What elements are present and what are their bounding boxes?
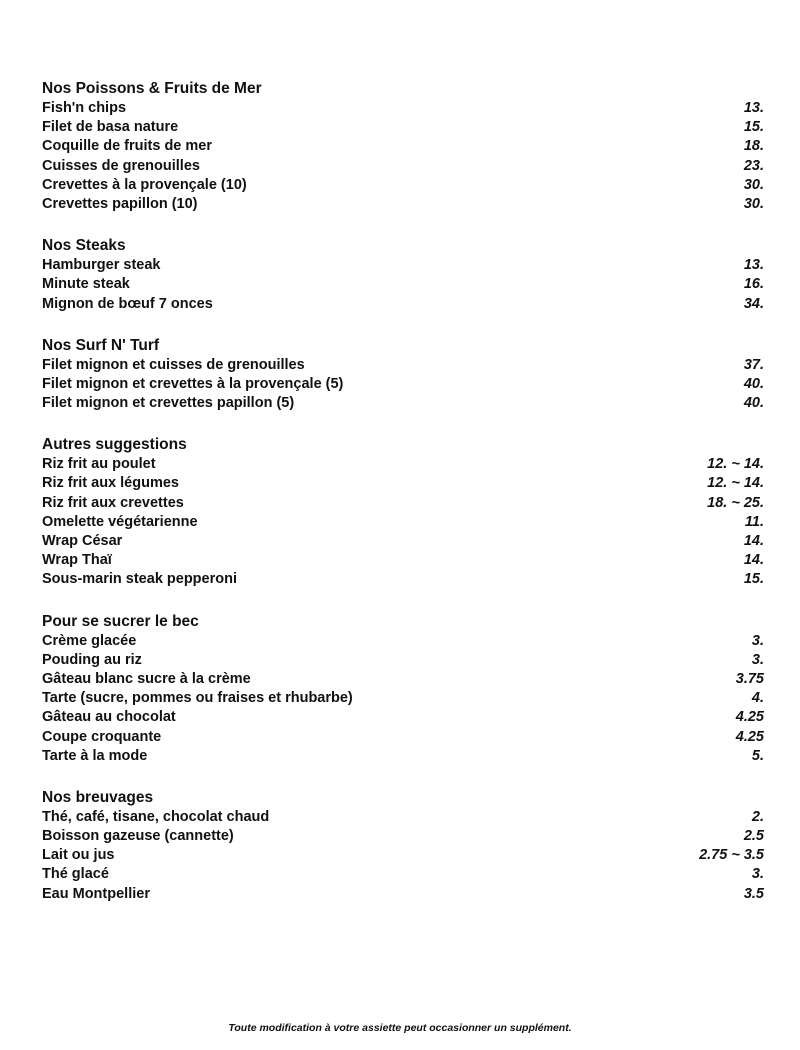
menu-item [42,551,764,570]
item-price: 2. [751,808,764,825]
item-price: 40. [743,375,764,392]
menu-item [42,494,764,513]
item-name: Mignon de bœuf 7 onces [42,295,213,312]
section-title: Nos Steaks [42,237,126,255]
item-name: Thé glacé [42,866,109,883]
item-price: 3. [751,651,764,668]
item-price: 18. ~ 25. [707,494,764,511]
item-price: 12. ~ 14. [707,475,764,492]
menu-item [42,455,764,474]
item-price: 3. [751,632,764,649]
item-price: 14. [743,552,764,569]
menu-item [42,195,764,214]
item-price: 15. [743,119,764,136]
item-name: Pouding au riz [42,651,142,668]
menu-item [42,157,764,176]
menu-item [42,570,764,589]
section-title: Pour se sucrer le bec [42,612,199,630]
menu-list [42,79,764,926]
menu-item [42,747,764,766]
item-name: Thé, café, tisane, chocolat chaud [42,808,270,825]
menu-section [42,435,764,589]
item-price: 2.75 ~ 3.5 [699,847,764,864]
item-price: 15. [743,571,764,588]
section-title: Nos breuvages [42,788,154,806]
menu-item [42,394,764,413]
item-name: Filet mignon et crevettes à la provençale (5) [42,375,344,392]
item-name: Sous-marin steak pepperoni [42,571,237,588]
item-name: Crème glacée [42,632,137,649]
item-name: Crevettes papillon (10) [42,195,198,212]
item-name: Tarte (sucre, pommes ou fraises et rhubarbe) [42,690,353,707]
item-name: Gâteau blanc sucre à la crème [42,670,251,687]
item-price: 30. [743,195,764,212]
item-name: Filet de basa nature [42,119,179,136]
menu-item [42,827,764,846]
item-name: Filet mignon et cuisses de grenouilles [42,356,305,373]
menu-section [42,612,764,766]
item-price: 3. [751,866,764,883]
item-name: Riz frit au poulet [42,456,156,473]
menu-item [42,846,764,865]
item-price: 4. [751,690,764,707]
menu-item [42,651,764,670]
item-price: 40. [743,395,764,412]
item-price: 16. [743,276,764,293]
item-price: 34. [743,295,764,312]
item-price: 30. [743,176,764,193]
item-name: Wrap Thaï [42,552,112,569]
item-name: Omelette végétarienne [42,513,198,530]
item-price: 5. [751,747,764,764]
item-name: Lait ou jus [42,847,115,864]
menu-section [42,336,764,414]
item-price: 2.5 [743,828,764,845]
section-title: Nos Surf N' Turf [42,336,160,354]
menu-item [42,356,764,375]
menu-item [42,808,764,827]
menu-item [42,137,764,156]
section-title: Nos Poissons & Fruits de Mer [42,80,262,97]
item-name: Crevettes à la provençale (10) [42,176,247,193]
section-title: Autres suggestions [42,436,187,454]
item-price: 3.75 [735,670,764,687]
menu-item [42,176,764,195]
item-price: 14. [743,533,764,549]
menu-section [42,79,764,214]
item-name: Fish'n chips [42,100,127,116]
menu-item [42,275,764,294]
menu-item [42,474,764,493]
item-price: 18. [743,138,764,155]
item-price: 12. ~ 14. [707,456,764,473]
item-name: Coupe croquante [42,728,162,745]
menu-item [42,689,764,708]
item-name: Cuisses de grenouilles [42,157,200,174]
item-name: Coquille de fruits de mer [42,138,212,155]
item-price: 4.25 [735,709,764,726]
item-name: Hamburger steak [42,257,161,274]
menu-item [42,865,764,884]
menu-item [42,632,764,651]
item-name: Tarte à la mode [42,747,148,764]
menu-section [42,236,764,314]
menu-item [42,256,764,275]
item-name: Eau Montpellier [42,885,150,902]
item-price: 23. [743,157,764,174]
menu-item [42,708,764,727]
item-price: 13. [743,257,764,274]
item-price: 4.25 [735,728,764,745]
menu-item [42,513,764,532]
menu-item [42,99,764,118]
menu-item [42,118,764,137]
item-price: 37. [743,356,764,373]
item-name: Riz frit aux légumes [42,475,179,492]
item-price: 13. [743,100,764,116]
menu-item [42,532,764,551]
item-name: Minute steak [42,276,130,293]
item-name: Wrap César [42,533,123,549]
menu-item [42,375,764,394]
footer-note: Toute modification à votre assiette peut occasionner un supplément. [228,1022,572,1034]
menu-item [42,295,764,314]
item-name: Boisson gazeuse (cannette) [42,828,234,845]
item-name: Filet mignon et crevettes papillon (5) [42,395,295,412]
item-price: 3.5 [743,885,764,902]
item-name: Riz frit aux crevettes [42,494,184,511]
menu-section [42,788,764,904]
menu-item [42,670,764,689]
item-price: 11. [744,513,764,530]
menu-item [42,885,764,904]
item-name: Gâteau au chocolat [42,709,176,726]
menu-item [42,728,764,747]
